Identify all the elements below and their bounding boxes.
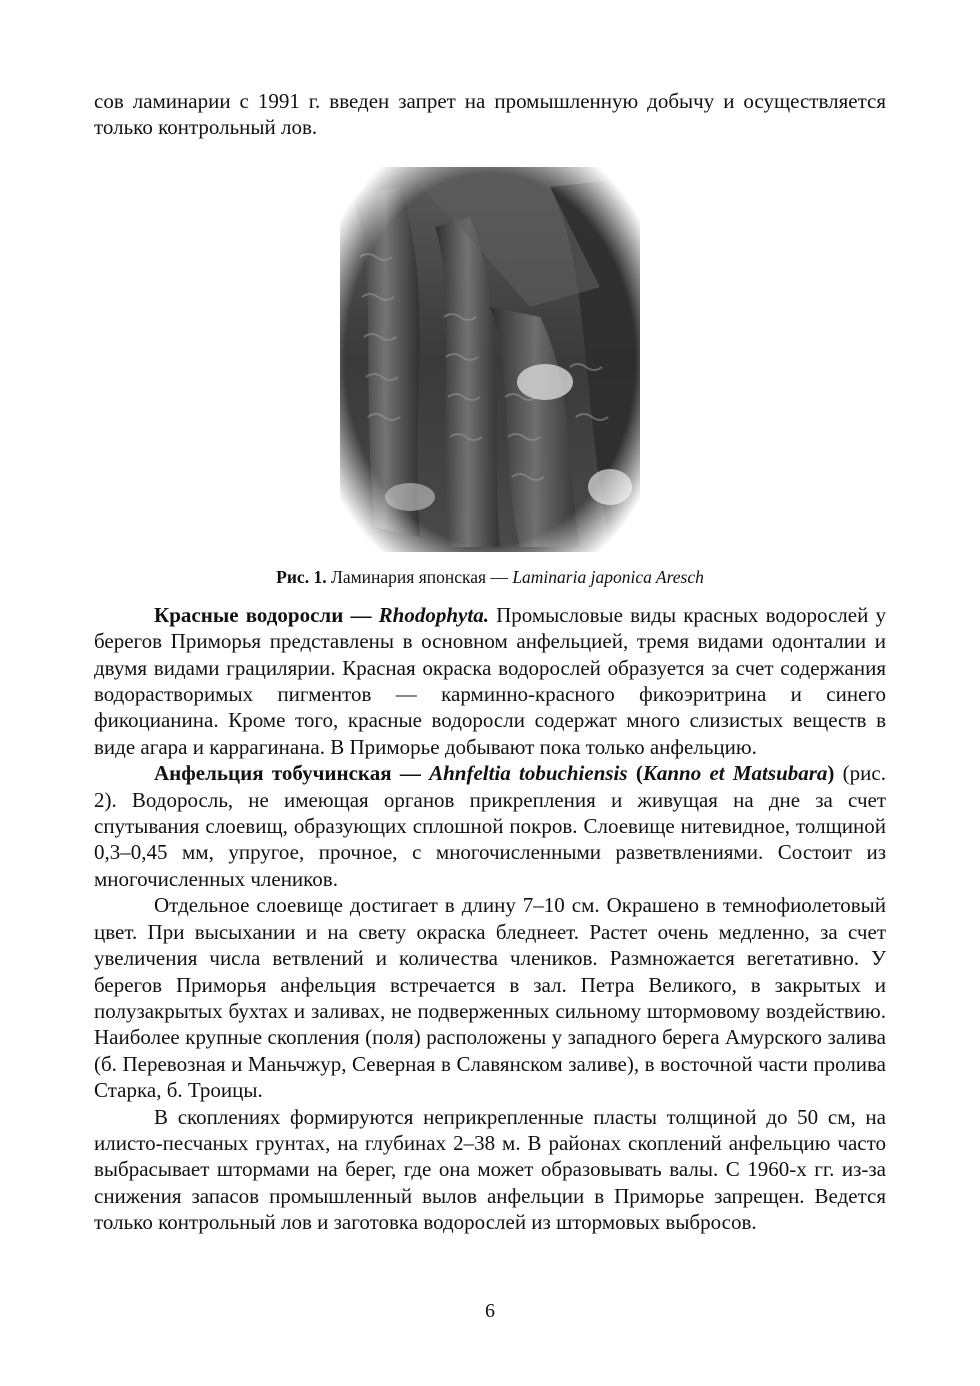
red-algae-text: Промысловые виды красных водорослей у берегов Приморья представлены в основном анфельцией, тремя видами одонталии и двумя видами грацилярии. Красная окраска водорослей образуется за счет содержания водорастворимых пигментов — карминно-красного фикоэритрина и синего фикоцианина. Кроме того, красные водоросли содержат много слизистых веществ в виде агара и каррагинана. В Приморье добывают пока только анфельцию.	[94, 602, 887, 759]
authors-open: (	[627, 761, 643, 786]
figure-latin-name: Laminaria japonica Aresch	[512, 566, 704, 587]
figure-caption-text: Ламинария японская —	[326, 566, 513, 587]
figure-label: Рис. 1.	[276, 566, 327, 587]
ahnfeltia-heading: Анфельция тобучинская —	[154, 761, 430, 786]
authors-close: )	[827, 761, 835, 786]
figure-caption	[94, 566, 886, 588]
ahnfeltia-text: (рис. 2). Водоросль, не имеющая органов прикрепления и живущая на дне за счет спутывания слоевищ, образующих сплошной покров. Слоевище нитевидное, толщиной 0,3–0,45 мм, упругое, прочное, с многочисленными разветвлениями. Состоит из многочисленных члеников.	[94, 761, 886, 891]
red-algae-paragraph	[94, 602, 886, 760]
ahnfeltia-authors: Kanno et Matsubara	[642, 761, 828, 786]
ahnfeltia-paragraph	[94, 760, 886, 892]
red-algae-heading: Красные водоросли —	[154, 602, 379, 627]
page-content	[94, 88, 886, 1236]
body-paragraph-3: Отдельное слоевище достигает в длину 7–10 см. Окрашено в темнофиолетовый цвет. При высыхании и на свету окраска бледнеет. Растет очень медленно, за счет увеличения числа ветвлений и количества члеников. Размножается вегетативно. У берегов Приморья анфельция встречается в зал. Петра Великого, в закрытых и полузакрытых бухтах и заливах, не подверженных сильному штормовому воздействию. Наиболее крупные скопления (поля) расположены у западного берега Амурского залива (б. Перевозная и Маньчжур, Северная в Славянском заливе), в восточной части пролива Старка, б. Троицы.	[94, 893, 886, 1103]
intro-paragraph: сов ламинарии с 1991 г. введен запрет на промышленную добычу и осуществляется только контрольный лов.	[94, 89, 886, 140]
red-algae-latin: Rhodophyta.	[378, 602, 489, 627]
ahnfeltia-latin: Ahnfeltia tobuchiensis	[429, 761, 628, 786]
body-paragraph-4: В скоплениях формируются неприкрепленные пласты толщиной до 50 см, на илисто-песчаных грунтах, на глубинах 2–38 м. В районах скоплений анфельцию часто выбрасывает штормами на берег, где она может образовывать валы. С 1960-х гг. из-за снижения запасов промышленный вылов анфельции в Приморье запрещен. Ведется только контрольный лов и заготовка водорослей из штормовых выбросов.	[94, 1104, 886, 1235]
page-number: 6	[485, 1300, 495, 1322]
kelp-photo	[340, 167, 640, 552]
